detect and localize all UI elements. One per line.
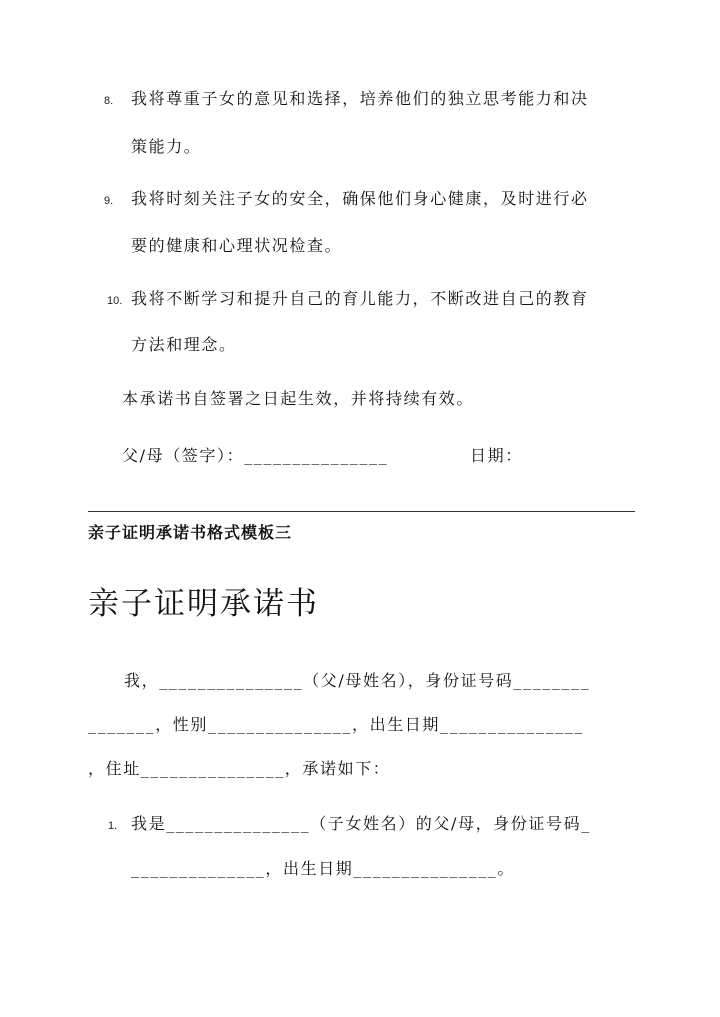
list-item-text-line-2: 方法和理念。: [131, 335, 237, 354]
intro-line-3: ，住址_______________，承诺如下：: [88, 759, 391, 778]
effective-statement: 本承诺书自签署之日起生效，并将持续有效。: [122, 389, 475, 408]
section-heading: 亲子证明承诺书格式模板三: [88, 523, 293, 542]
list-item-text-line-1: 我是_______________（子女姓名）的父/母，身份证号码_: [131, 814, 591, 833]
list-item-text-line-1: 我将不断学习和提升自己的育儿能力，不断改进自己的教育: [131, 289, 589, 308]
section-divider: [88, 511, 635, 512]
document-title: 亲子证明承诺书: [88, 586, 319, 622]
list-item-number: 8.: [104, 95, 114, 107]
list-item-number: 9.: [104, 195, 114, 207]
intro-line-1: 我，_______________（父/母姓名），身份证号码________: [124, 671, 591, 690]
list-item-text-line-2: ______________，出生日期_______________。: [131, 859, 515, 878]
intro-line-2: _______，性别_______________，出生日期_______________: [88, 715, 584, 734]
list-item-text-line-1: 我将尊重子女的意见和选择，培养他们的独立思考能力和决: [131, 89, 589, 108]
signature-line: 父/母（签字）：_______________: [122, 446, 389, 465]
list-item-number: 1.: [108, 820, 118, 832]
list-item-number: 10.: [107, 295, 123, 307]
date-label: 日期：: [470, 446, 523, 465]
list-item-text-line-2: 要的健康和心理状况检查。: [131, 236, 343, 255]
list-item-text-line-1: 我将时刻关注子女的安全，确保他们身心健康，及时进行必: [131, 189, 589, 208]
list-item-text-line-2: 策能力。: [131, 137, 202, 156]
